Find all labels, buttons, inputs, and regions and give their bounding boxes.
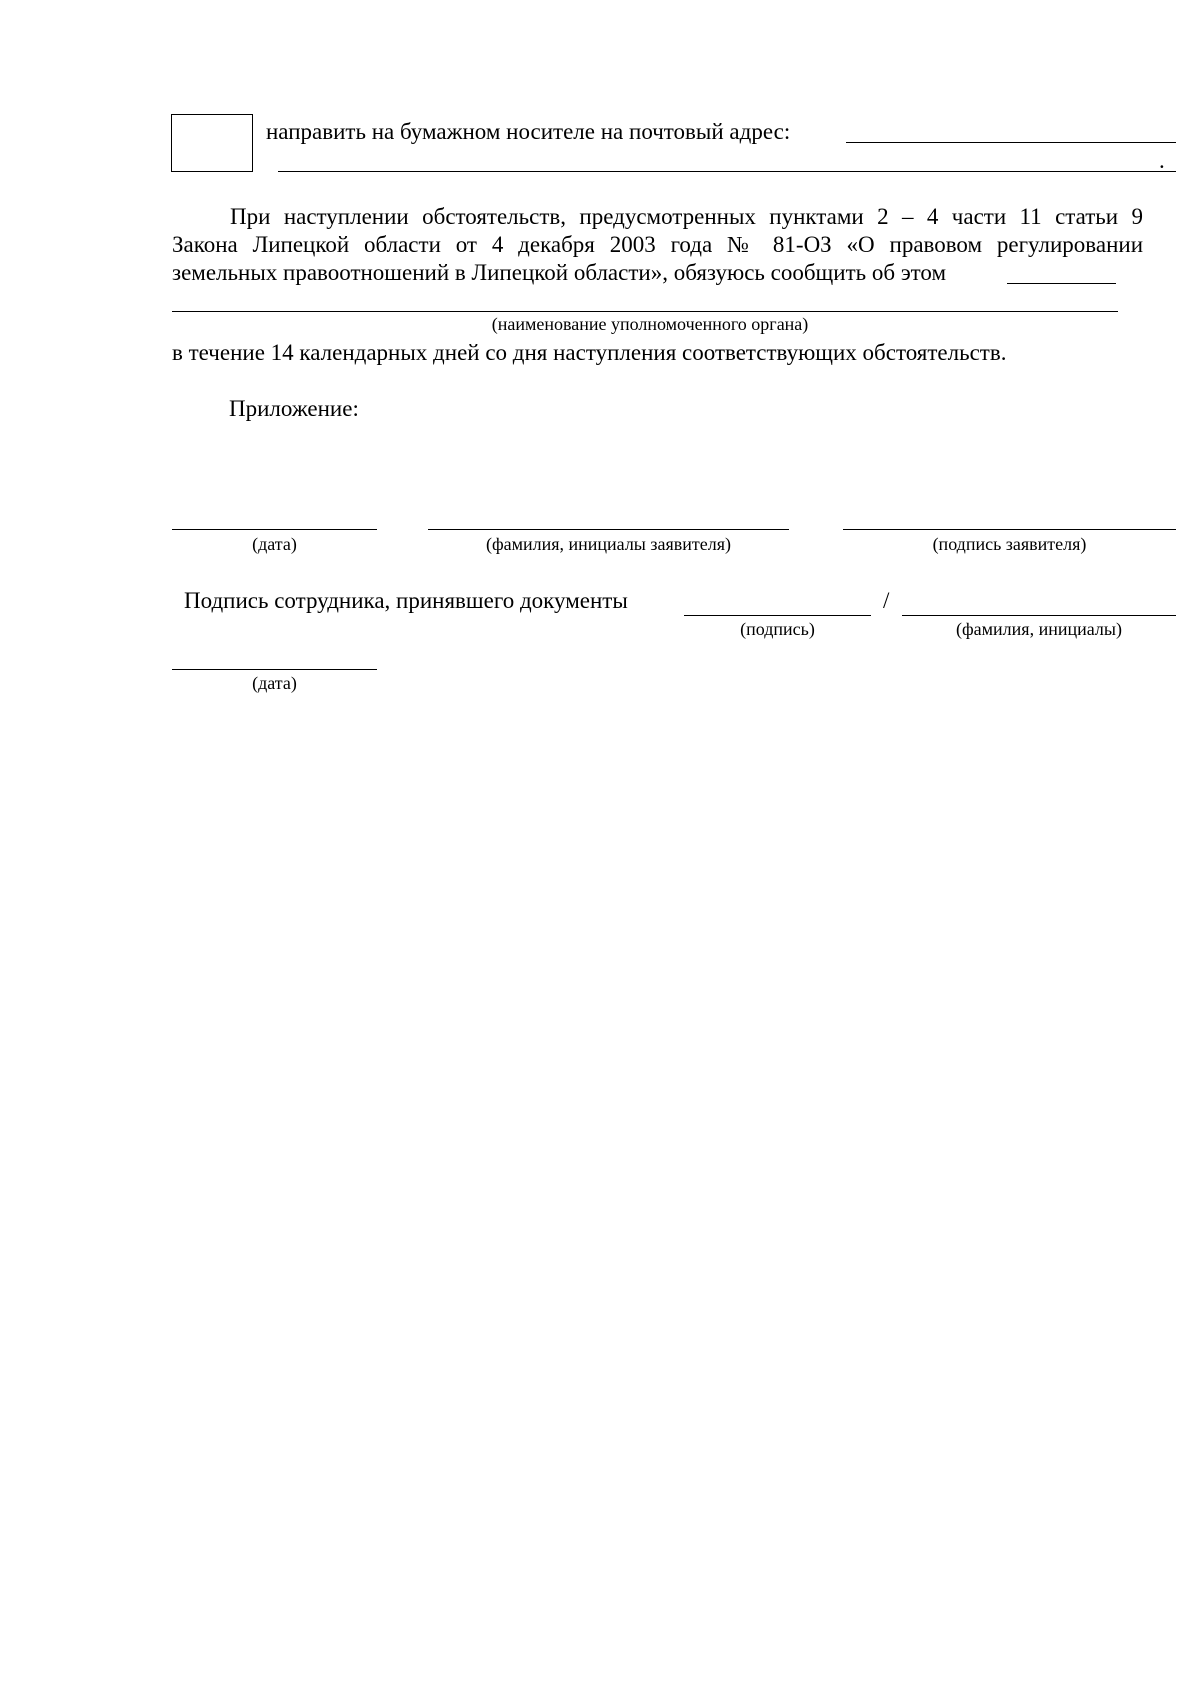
signature-separator: / [883, 588, 890, 613]
authority-short-field-line[interactable] [1007, 283, 1116, 284]
employee-name-field-line[interactable] [902, 615, 1176, 616]
applicant-name-caption: (фамилия, инициалы заявителя) [485, 534, 732, 554]
applicant-signature-caption: (подпись заявителя) [932, 534, 1087, 554]
applicant-date-caption: (дата) [252, 534, 297, 554]
employee-date-field-line[interactable] [172, 669, 377, 670]
obligation-paragraph-line-2: Закона Липецкой области от 4 декабря 2003 года № 81-ОЗ «О правовом регулировании [172, 232, 1143, 257]
postal-address-field-line-2[interactable] [278, 171, 1176, 172]
employee-signature-caption: (подпись) [740, 619, 815, 639]
obligation-paragraph-line-4: в течение 14 календарных дней со дня наступления соответствующих обстоятельств. [172, 340, 1007, 365]
postal-address-field-line-1[interactable] [846, 142, 1176, 143]
employee-signature-label: Подпись сотрудника, принявшего документы [184, 588, 628, 613]
authority-name-field-line[interactable] [172, 311, 1118, 312]
applicant-name-field-line[interactable] [428, 529, 789, 530]
obligation-paragraph-line-3: земельных правоотношений в Липецкой области», обязуюсь сообщить об этом [172, 260, 947, 285]
applicant-signature-field-line[interactable] [843, 529, 1176, 530]
employee-date-caption: (дата) [252, 673, 297, 693]
applicant-date-field-line[interactable] [172, 529, 377, 530]
postal-delivery-label: направить на бумажном носителе на почтовый адрес: [266, 119, 791, 144]
authority-name-caption: (наименование уполномоченного органа) [491, 314, 809, 334]
obligation-paragraph-line-1: При наступлении обстоятельств, предусмотренных пунктами 2 – 4 части 11 статьи 9 [230, 204, 1143, 229]
postal-address-trailing-dot: . [1159, 148, 1165, 173]
employee-signature-field-line[interactable] [684, 615, 871, 616]
postal-delivery-checkbox[interactable] [171, 114, 253, 172]
employee-name-caption: (фамилия, инициалы) [956, 619, 1122, 639]
attachment-label: Приложение: [229, 396, 359, 421]
